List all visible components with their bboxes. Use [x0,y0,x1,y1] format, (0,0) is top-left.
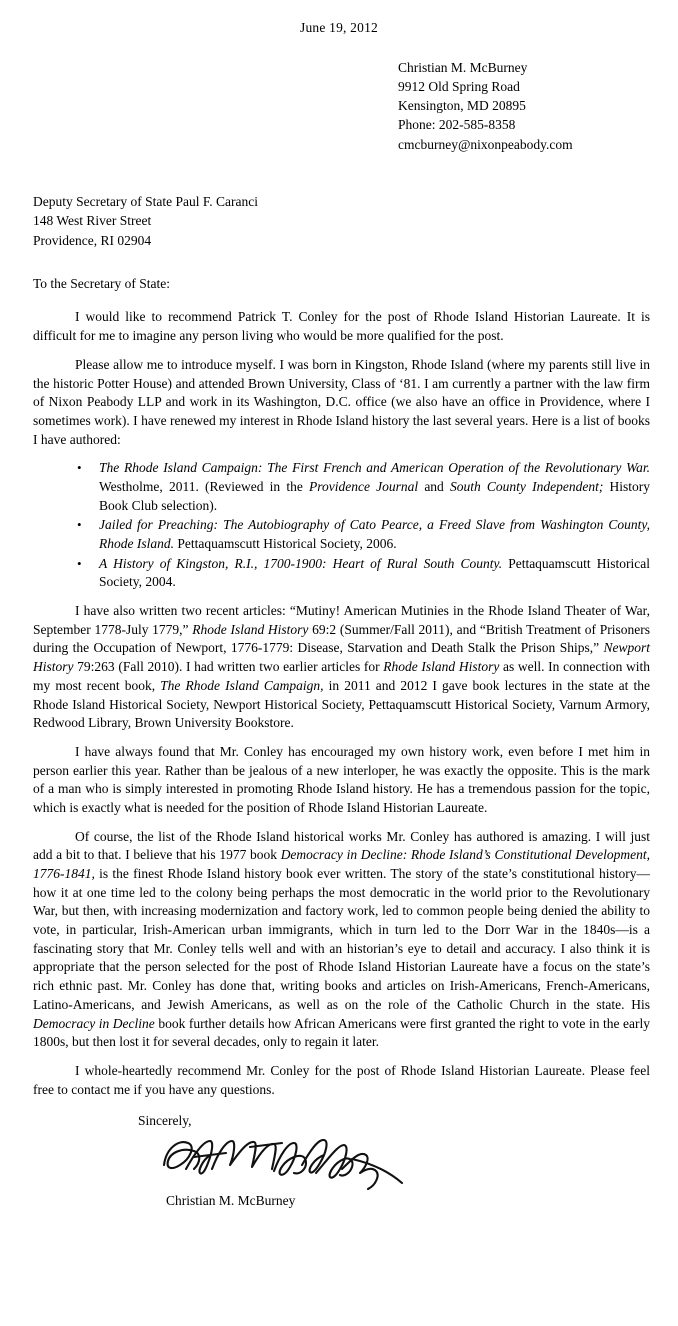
journal-name-1: Rhode Island History [192,621,309,637]
sender-phone: Phone: 202-585-8358 [398,117,516,133]
articles-text-b: 69:2 (Summer/Fall 2011), and “British Treatment of Prisoners during the Occupation of Newport, 1776-1779: Disease, Starvation and Death Stalk the Prison Ships,” [33,621,650,656]
works-text-a: Of course, the list of the Rhode Island historical works Mr. Conley has authored is amazing. I will just add a bit to that. I believe that his 1977 book [33,828,650,863]
sender-street: 9912 Old Spring Road [398,79,520,95]
book-detail-cont: and [418,478,450,494]
salutation: To the Secretary of State: [33,276,171,292]
review-source-1: Providence Journal [309,478,419,494]
sender-name: Christian M. McBurney [398,60,528,75]
list-item [99,555,650,592]
sender-email: cmcburney@nixonpeabody.com [398,136,573,152]
letter-date: June 19, 2012 [300,20,378,35]
works-text-c: book further details how African Americans were first granted the right to vote in the early 1800s, but then lost it for several decades, only to regain it later. [33,1015,650,1050]
signed-name: Christian M. McBurney [166,1193,296,1209]
articles-text-a: I have also written two recent articles: “Mutiny! American Mutinies in the Rhode Island Theater of War, September 1778-July 1779,” [33,603,650,637]
book-detail: Pettaquamscutt Historical Society, 2004. [99,555,651,590]
closing: Sincerely, [138,1113,192,1129]
articles-text-c: 79:263 (Fall 2010). I had written two earlier articles for [73,659,384,675]
articles-text-d: as well. In connection with my most recent book, [33,659,650,693]
book-title: Jailed for Preaching: The Autobiography of Cato Pearce, a Freed Slave from Washington County, Rhode Island. [99,517,650,552]
list-item [99,516,650,553]
paragraph-1: I would like to recommend Patrick T. Conley for the post of Rhode Island Historian Laureate. It is difficult for me to imagine any person living who would be more qualified for the post. [33,309,650,344]
paragraph-2: Please allow me to introduce myself. I was born in Kingston, Rhode Island (where my parents still live in the historic Potter House) and attended Brown University, Class of ‘81. I am currently a partner with the law firm of Nixon Peabody LLP and work in its Washington, D.C. office (we also have an office in Providence, where I sometimes work). I have renewed my interest in Rhode Island history the last several years. Here is a list of books I have authored: [33,356,650,447]
list-item [99,459,650,515]
book-name-mention: The Rhode Island Campaign, [160,677,324,693]
recipient-street: 148 West River Street [33,213,152,229]
letter-body [33,308,650,1099]
journal-name-2: Newport History [33,640,650,675]
book-title: A History of Kingston, R.I., 1700-1900: Heart of Rural South County. [99,555,503,571]
recipient-name: Deputy Secretary of State Paul F. Caranci [33,193,258,209]
paragraph-5-works [33,828,650,1052]
recipient-address-block [33,192,678,251]
book-title: The Rhode Island Campaign: The First French and American Operation of the Revolutionary War. [99,460,650,476]
signature-area [138,1131,678,1191]
works-text-b: is the finest Rhode Island history book ever written. The story of the state’s constitutional history—how it at one time led to the colony being perhaps the most democratic in the world prior to the Revolutionary War, but then, with increasing modernization and factory work, led to common people being denied the ability to vote, in particular, Irish-American urban immigrants, which in turn led to the Dorr War in the 1840s—is a fascinating story that Mr. Conley tells well and with an historian’s eye to detail and accuracy. I also think it is appropriate that the person selected for the post of Rhode Island Historian Laureate have a focus on the state’s rich ethnic past. Mr. Conley has done that, writing books and articles on Irish-Americans, French-Americans, Latino-Americans, and Jewish Americans, as well as on the role of the Catholic Church in the state. His [33,866,650,1012]
democracy-in-decline-title: Democracy in Decline: Rhode Island’s Constitutional Development, 1776-1841, [33,847,650,882]
recipient-city-state-zip: Providence, RI 02904 [33,232,152,248]
sender-city-state-zip: Kensington, MD 20895 [398,98,526,114]
articles-text-e: in 2011 and 2012 I gave book lectures in the state at the Rhode Island Historical Society, Newport Historical Society, Pettaquamscutt Historical Society, Varnum Armory, Redwood Library, Brown University Bookstore. [33,677,650,731]
democracy-in-decline-short: Democracy in Decline [33,1015,155,1031]
journal-name-3: Rhode Island History [383,659,500,675]
review-source-2: South County Independent; [450,478,604,494]
book-detail: Westholme, 2011. (Reviewed in the [99,478,309,494]
paragraph-4-conley-support: I have always found that Mr. Conley has encouraged my own history work, even before I met him in person earlier this year. Rather than be jealous of a new interloper, he was exactly the opposite. This is the mark of a man who is simply interested in promoting Rhode Island history. He has a tremendous passion for the topic, which is exactly what is needed for the position of Rhode Island Historian Laureate. [33,743,650,815]
book-detail: Pettaquamscutt Historical Society, 2006. [174,536,397,552]
paragraph-3-articles [33,602,650,733]
authored-books-list [33,459,650,592]
handwritten-signature [156,1129,416,1195]
paragraph-6-recommendation: I whole-heartedly recommend Mr. Conley for the post of Rhode Island Historian Laureate. Please feel free to contact me if you have any questions. [33,1062,650,1097]
book-detail-end: History Book Club selection). [99,478,651,513]
sender-address-block [398,58,678,154]
